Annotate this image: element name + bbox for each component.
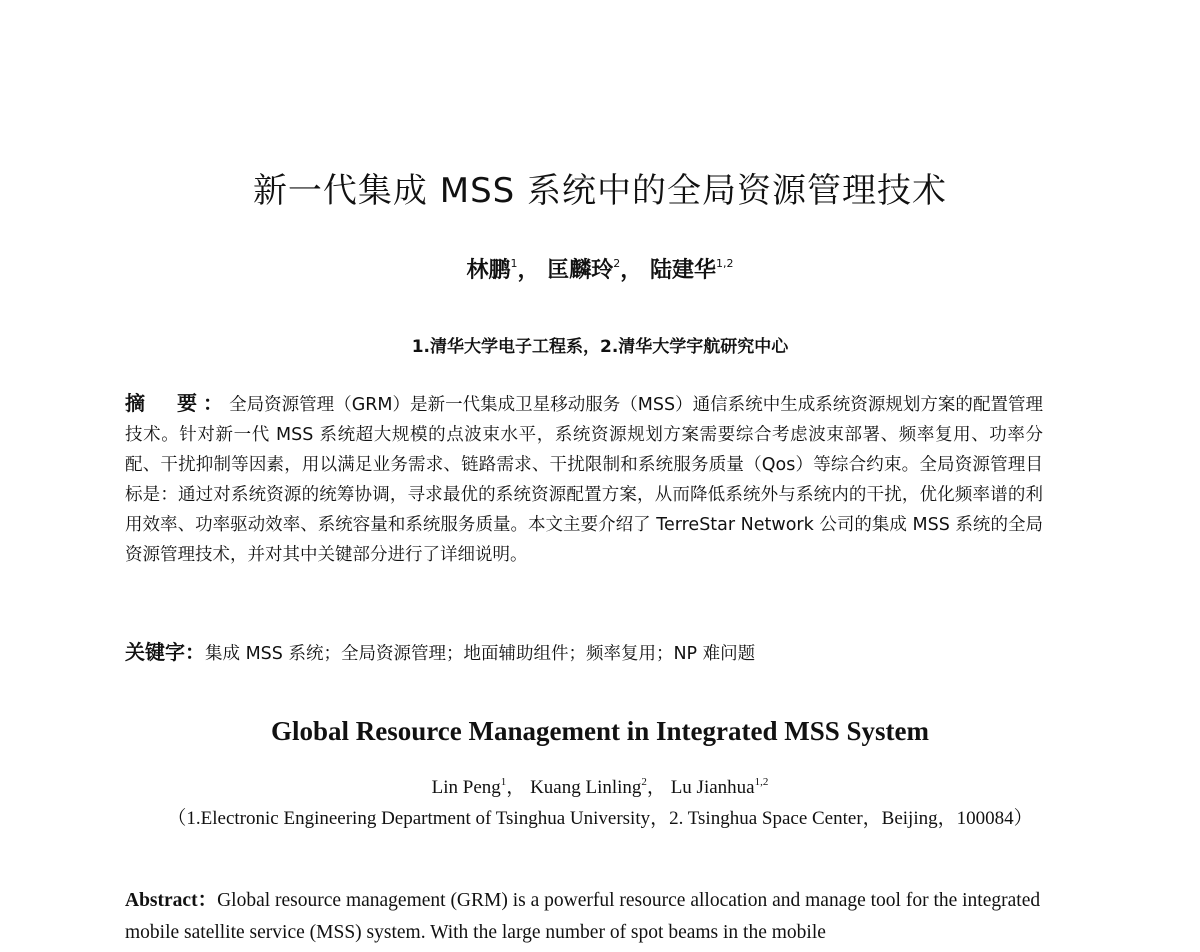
abstract-en [125, 885, 1043, 949]
abstract-label-cn: 摘 要： [125, 391, 230, 415]
abstract-label-en: Abstract： [125, 890, 218, 911]
affiliation-cn: 1.清华大学电子工程系，2.清华大学宇航研究中心 [411, 337, 789, 357]
author-affil-sup: 1,2 [754, 776, 769, 788]
affiliation-en: （1.Electronic Engineering Department of Tsinghua University，2. Tsinghua Space Center，Beijing，100084） [167, 808, 1033, 829]
author-affil-sup: 1 [510, 257, 518, 270]
author-name: Lin Peng [431, 777, 501, 798]
author-affil-sup: 2 [641, 776, 647, 788]
abstract-text-en: Global resource management (GRM) is a powerful resource allocation and manage tool for the integrated mobile satellite service (MSS) system. With the large number of spot beams in the mobile [125, 890, 1041, 943]
author-affil-sup: 1,2 [715, 257, 734, 270]
author-separator: ， [517, 258, 540, 283]
author-name: 陆建华 [649, 258, 716, 283]
author-name: 匡麟玲 [547, 258, 614, 283]
paper-title-cn: 新一代集成 MSS 系统中的全局资源管理技术 [252, 171, 948, 211]
paper-title-en: Global Resource Management in Integrated MSS System [271, 716, 929, 746]
author-name: Kuang Linling [530, 777, 642, 798]
keywords-label-cn: 关键字： [125, 640, 205, 664]
author-separator: ， [506, 777, 526, 798]
author-name: 林鹏 [466, 258, 511, 283]
author-list-en [0, 772, 1200, 799]
author-affil-sup: 1 [500, 776, 507, 788]
author-affil-sup: 2 [613, 257, 621, 270]
keywords-text-cn: 集成 MSS 系统；全局资源管理；地面辅助组件；频率复用；NP 难问题 [205, 644, 756, 664]
abstract-text-cn: 全局资源管理（GRM）是新一代集成卫星移动服务（MSS）通信系统中生成系统资源规划方案的配置管理技术。针对新一代 MSS 系统超大规模的点波束水平，系统资源规划方案需要综合考虑波束部署、频率复用、功率分配、干扰抑制等因素，用以满足业务需求、链路需求、干扰限制和系统服务质量（Qos）等综合约束。全局资源管理目标是：通过对系统资源的统筹协调，寻求最优的系统资源配置方案，从而降低系统外与系统内的干扰，优化频率谱的利用效率、功率驱动效率、系统容量和系统服务质量。本文主要介绍了 TerreStar Network 公司的集成 MSS 系统的全局资源管理技术，并对其中关键部分进行了详细说明。 [125, 395, 1043, 565]
author-list-cn [0, 253, 1200, 284]
author-separator: ， [646, 777, 666, 798]
author-separator: ， [620, 258, 643, 283]
abstract-cn [125, 388, 1043, 570]
author-name: Lu Jianhua [670, 777, 755, 798]
keywords-cn [125, 636, 1043, 665]
